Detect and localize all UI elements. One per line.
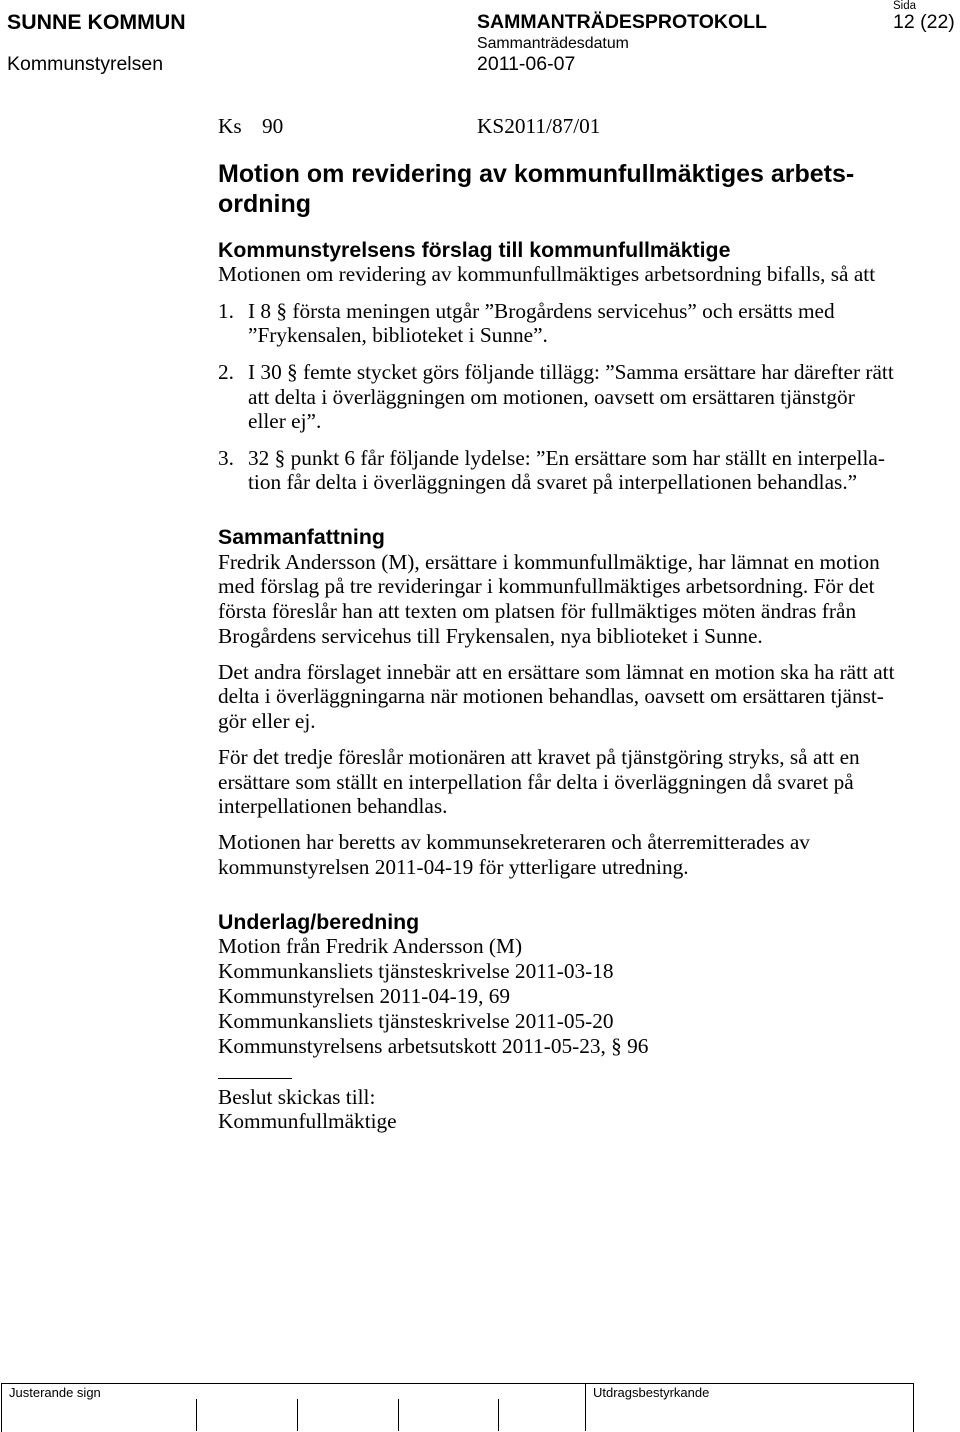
documents-section [218,910,938,1060]
title-line: Motion om revidering av kommunfullmäktiges arbets- [218,160,855,188]
page-title [218,159,854,219]
distribution-label: Beslut skickas till: [218,1084,376,1109]
proposal-item-line: ”Frykensalen, biblioteket i Sunne”. [248,323,548,348]
summary-paragraph [218,745,938,819]
summary-line: delta i överläggningarna när motionen behandlas, oavsett om ersättaren tjänst- [218,684,884,709]
proposal-item-line: I 8 § första meningen utgår ”Brogårdens servicehus” och ersätts med [248,298,835,323]
summary-line: Fredrik Andersson (M), ersättare i kommunfullmäktige, har lämnat en motion [218,549,880,574]
meeting-date: 2011-06-07 [477,53,576,75]
proposal-intro: Motionen om revidering av kommunfullmäktiges arbetsordning bifalls, så att [218,262,876,287]
page-number: 12 (22) [893,11,955,33]
summary-line: interpellationen behandlas. [218,794,448,819]
document-item: Kommunstyrelsen 2011-04-19, 69 [218,984,511,1009]
proposal-item [218,360,938,434]
summary-line: För det tredje föreslår motionären att kravet på tjänstgöring stryks, så att en [218,745,860,770]
signature-box-divider [498,1399,499,1431]
document-item: Kommunkansliets tjänsteskrivelse 2011-05-20 [218,1009,614,1034]
committee-name: Kommunstyrelsen [7,53,164,75]
case-number: KS2011/87/01 [477,114,601,138]
summary-paragraph [218,830,938,879]
case-section: Ks 90 [218,114,284,138]
organization-name: SUNNE KOMMUN [7,10,186,34]
summary-line: ersättare som ställt en interpellation får delta i överläggningen då svaret på [218,769,854,794]
summary-line: kommunstyrelsen 2011-04-19 för ytterligare utredning. [218,854,689,879]
title-line: ordning [218,190,312,218]
documents-list [218,934,938,1059]
proposal-heading: Kommunstyrelsens förslag till kommunfullmäktige [218,237,731,262]
summary-line: första föreslår han att texten om platsen för fullmäktiges möten ändras från [218,599,857,624]
proposal-item [218,446,938,495]
summary-paragraph [218,550,938,648]
document-item: Kommunkansliets tjänsteskrivelse 2011-03-18 [218,959,614,984]
proposal-item-number: 1. [218,298,234,323]
signature-footer [1,1383,914,1432]
summary-line: Brogårdens servicehus till Frykensalen, nya biblioteket i Sunne. [218,623,763,648]
proposal-item-line: tion får delta i överläggningen då svaret på interpellationen behandlas.” [248,470,858,495]
meeting-date-label: Sammanträdesdatum [477,35,629,52]
summary-line: med förslag på tre revideringar i kommunfullmäktiges arbetsordning. För det [218,574,875,599]
footer-signature-label: Justerande sign [9,1385,101,1400]
documents-heading: Underlag/beredning [218,909,420,934]
summary-paragraph [218,660,938,734]
proposal-item-line: I 30 § femte stycket görs följande tillägg: ”Samma ersättare har därefter rätt [248,360,894,385]
summary-section [218,525,938,880]
proposal-item-line: eller ej”. [248,409,322,434]
proposal-item-number: 2. [218,360,234,385]
proposal-item-number: 3. [218,445,234,470]
summary-heading: Sammanfattning [218,524,385,549]
signature-box-divider [297,1399,298,1431]
document-type: SAMMANTRÄDESPROTOKOLL [477,11,767,33]
proposal-item-line: 32 § punkt 6 får följande lydelse: ”En ersättare som har ställt en interpella- [248,445,885,470]
signature-box-divider [398,1399,399,1431]
distribution-recipient: Kommunfullmäktige [218,1109,397,1134]
summary-line: Motionen har beretts av kommunsekreteraren och återremitterades av [218,830,810,855]
footer-certification-label: Utdragsbestyrkande [593,1385,710,1400]
summary-line: gör eller ej. [218,708,316,733]
footer-divider [585,1383,586,1431]
summary-line: Det andra förslaget innebär att en ersättare som lämnat en motion ska ha rätt att [218,659,895,684]
document-item: Motion från Fredrik Andersson (M) [218,934,523,959]
proposal-item [218,299,938,348]
proposal-section [218,238,938,495]
signature-box-divider [196,1399,197,1431]
separator-rule [218,1078,292,1079]
distribution-section [218,1085,938,1134]
proposal-item-line: att delta i överläggningen om motionen, oavsett om ersättaren tjänstgör [248,384,855,409]
document-item: Kommunstyrelsens arbetsutskott 2011-05-23, § 96 [218,1034,649,1059]
page-label: Sida [893,0,917,12]
